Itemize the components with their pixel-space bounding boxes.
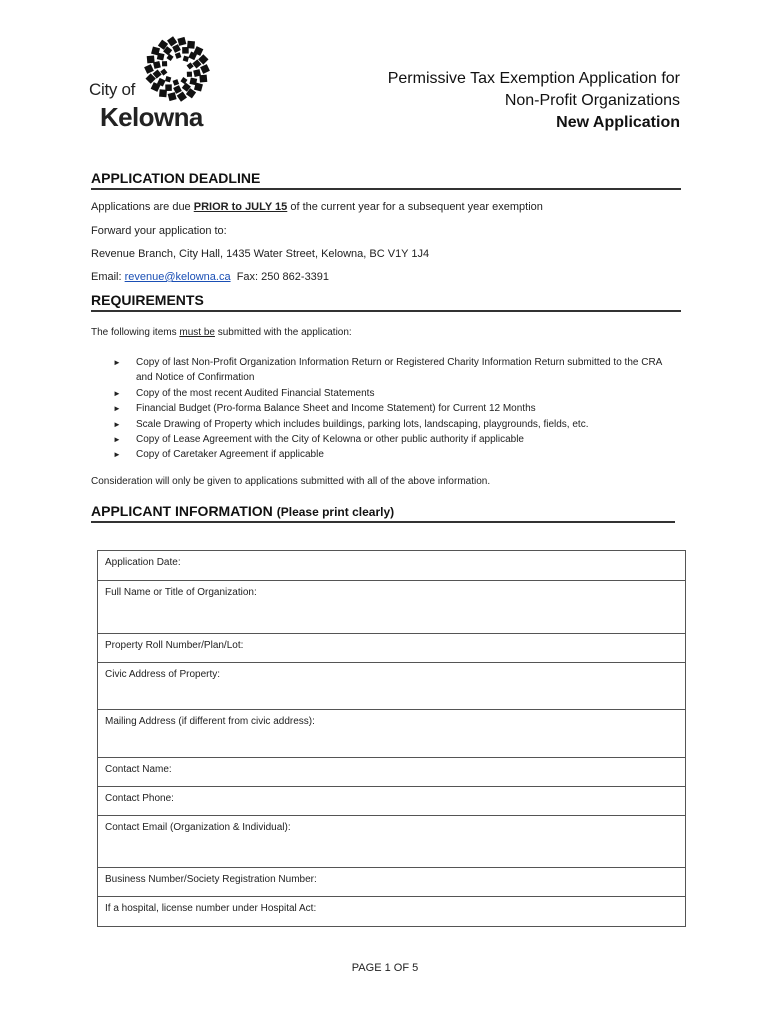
roll-number-field[interactable]: Property Roll Number/Plan/Lot: — [98, 634, 686, 663]
page-number: PAGE 1 OF 5 — [351, 962, 419, 974]
address-text: Revenue Branch, City Hall, 1435 Water Street, Kelowna, BC V1Y 1J4 — [91, 248, 430, 260]
arrow-bullet-icon: ► — [113, 419, 121, 429]
arrow-bullet-icon: ► — [113, 435, 121, 445]
applicant-form — [97, 550, 686, 927]
requirements-intro: The following items must be submitted with the application: — [91, 327, 352, 338]
list-item: ► Copy of Lease Agreement with the City of Kelowna or other public authority if applicable — [113, 432, 673, 447]
contact-email-field[interactable]: Contact Email (Organization & Individual): — [98, 816, 686, 868]
emblem-diamond — [184, 69, 194, 79]
civic-address-field[interactable]: Civic Address of Property: — [98, 663, 686, 710]
city-of-kelowna-logo — [88, 36, 228, 136]
organization-name-field[interactable]: Full Name or Title of Organization: — [98, 581, 686, 634]
deadline-due-text: Applications are due PRIOR to JULY 15 of the current year for a subsequent year exemption — [91, 201, 543, 213]
emblem-diamond — [180, 76, 188, 84]
forward-text: Forward your application to: — [91, 225, 227, 237]
arrow-bullet-icon: ► — [113, 358, 121, 367]
document-title — [388, 68, 680, 134]
business-number-field[interactable]: Business Number/Society Registration Number: — [98, 868, 686, 897]
emblem-diamond — [166, 53, 174, 61]
list-item: ► Scale Drawing of Property which includes buildings, parking lots, landscaping, playgrounds, fields, etc. — [113, 417, 673, 432]
applicant-subheading: (Please print clearly) — [276, 505, 395, 519]
logo-city-text: City of — [89, 80, 136, 99]
title-line-3: New Application — [556, 114, 680, 131]
list-item: ► Copy of Caretaker Agreement if applicable — [113, 447, 673, 462]
requirements-heading: REQUIREMENTS — [91, 292, 681, 312]
list-item: ► Financial Budget (Pro-forma Balance Sheet and Income Statement) for Current 12 Months — [113, 401, 673, 416]
contact-name-field[interactable]: Contact Name: — [98, 758, 686, 787]
title-line-2: Non-Profit Organizations — [504, 92, 680, 109]
requirements-list — [113, 355, 673, 463]
arrow-bullet-icon: ► — [113, 450, 121, 460]
application-date-field[interactable]: Application Date: — [98, 551, 686, 581]
contact-phone-field[interactable]: Contact Phone: — [98, 787, 686, 816]
applicant-heading: APPLICANT INFORMATION (Please print clearly) — [91, 503, 675, 523]
mailing-address-field[interactable]: Mailing Address (if different from civic address): — [98, 710, 686, 758]
logo-name-text: Kelowna — [100, 102, 203, 132]
contact-line: Email: revenue@kelowna.ca Fax: 250 862-3391 — [91, 271, 330, 283]
deadline-date: PRIOR to JULY 15 — [193, 201, 288, 213]
list-item: ► Copy of the most recent Audited Financial Statements — [113, 386, 673, 401]
arrow-bullet-icon: ► — [113, 404, 121, 414]
title-line-1: Permissive Tax Exemption Application for — [387, 70, 680, 87]
email-link[interactable]: revenue@kelowna.ca — [124, 271, 231, 283]
hospital-license-field[interactable]: If a hospital, license number under Hospital Act: — [98, 897, 686, 927]
kelowna-emblem-icon — [144, 36, 210, 102]
arrow-bullet-icon: ► — [113, 388, 121, 398]
deadline-heading: APPLICATION DEADLINE — [91, 170, 681, 190]
consideration-text: Consideration will only be given to applications submitted with all of the above information. — [91, 476, 491, 487]
list-item: ► Copy of last Non-Profit Organization Information Return or Registered Charity Information Return submitted to the CRA and Notice of Confirmation — [113, 357, 662, 384]
emblem-diamond — [159, 59, 169, 69]
